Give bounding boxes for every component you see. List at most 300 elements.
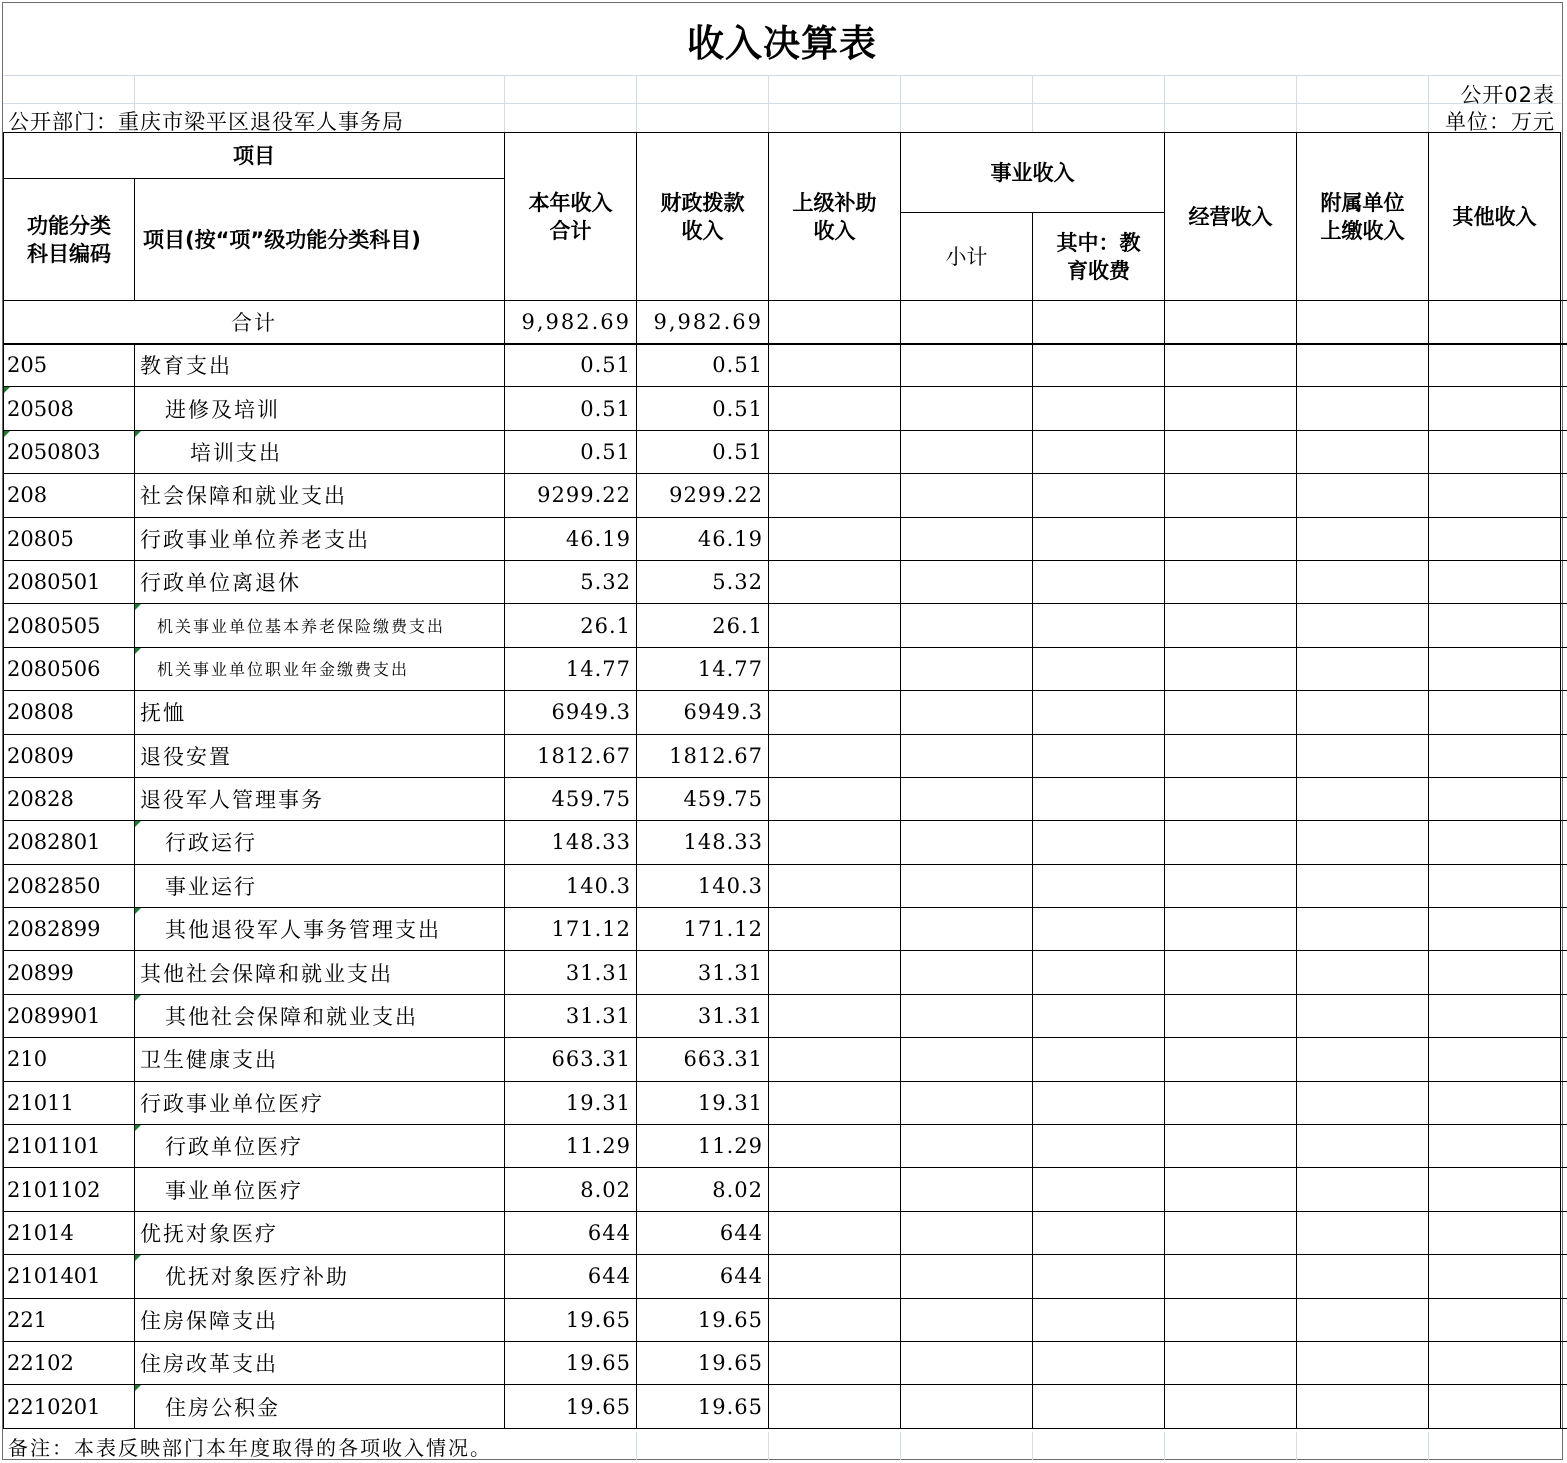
empty-cell: [1561, 1255, 1567, 1298]
empty-cell: [1561, 1038, 1567, 1081]
row-name: 行政单位医疗: [135, 1125, 505, 1168]
empty-cell: [1297, 864, 1429, 907]
empty-cell: [1561, 1385, 1567, 1428]
empty-cell: [1561, 864, 1567, 907]
empty-cell: [1429, 994, 1561, 1037]
empty-cell: [901, 344, 1033, 387]
row-fiscal: 14.77: [637, 647, 769, 690]
empty-cell: [901, 1081, 1033, 1124]
empty-cell: [901, 301, 1033, 344]
header-other: 其他收入: [1429, 133, 1561, 301]
empty-cell: [1033, 951, 1165, 994]
empty-cell: [1561, 777, 1567, 820]
row-name: 教育支出: [135, 344, 505, 387]
empty-cell: [769, 908, 901, 951]
empty-cell: [1165, 821, 1297, 864]
cell-indicator-icon: [135, 821, 141, 827]
row-total-income: 171.12: [505, 908, 637, 951]
empty-cell: [1165, 908, 1297, 951]
empty-cell: [1033, 560, 1165, 603]
table-row: [4, 734, 1567, 777]
empty-cell: [769, 604, 901, 647]
empty-cell: [1033, 647, 1165, 690]
row-total-income: 663.31: [505, 1038, 637, 1081]
row-fiscal: 644: [637, 1211, 769, 1254]
gridline: [636, 76, 637, 132]
empty-cell: [1165, 517, 1297, 560]
empty-cell: [901, 1211, 1033, 1254]
empty-cell: [769, 777, 901, 820]
row-code: 2080505: [4, 604, 135, 647]
row-name: 社会保障和就业支出: [135, 474, 505, 517]
row-code: 2082801: [4, 821, 135, 864]
empty-cell: [1165, 604, 1297, 647]
empty-cell: [1429, 691, 1561, 734]
row-fiscal: 31.31: [637, 951, 769, 994]
page-title: 收入决算表: [687, 21, 877, 65]
empty-cell: [1429, 387, 1561, 430]
row-fiscal: 663.31: [637, 1038, 769, 1081]
empty-cell: [769, 1038, 901, 1081]
empty-cell: [1297, 734, 1429, 777]
empty-cell: [1561, 1298, 1567, 1341]
empty-cell: [1561, 474, 1567, 517]
header-project-name: 项目(按“项”级功能分类科目): [135, 179, 505, 301]
empty-cell: [901, 560, 1033, 603]
empty-cell: [1033, 908, 1165, 951]
row-name: 退役军人管理事务: [135, 777, 505, 820]
row-code: 210: [4, 1038, 135, 1081]
empty-cell: [1297, 344, 1429, 387]
row-code: 2080501: [4, 560, 135, 603]
row-name: 卫生健康支出: [135, 1038, 505, 1081]
empty-cell: [1165, 430, 1297, 473]
row-total-income: 0.51: [505, 430, 637, 473]
row-total-income: 31.31: [505, 951, 637, 994]
row-fiscal: 19.31: [637, 1081, 769, 1124]
row-name: 行政运行: [135, 821, 505, 864]
empty-cell: [1561, 734, 1567, 777]
table-row: [4, 430, 1567, 473]
row-code: 208: [4, 474, 135, 517]
table-row: [4, 1385, 1567, 1428]
empty-cell: [769, 951, 901, 994]
empty-cell: [1561, 1341, 1567, 1384]
empty-cell: [1561, 430, 1567, 473]
empty-cell: [1297, 994, 1429, 1037]
empty-cell: [1165, 1038, 1297, 1081]
footnote: 备注：本表反映部门本年度取得的各项收入情况。: [8, 1436, 492, 1460]
empty-cell: [1429, 301, 1561, 344]
row-total-income: 148.33: [505, 821, 637, 864]
gridline: [900, 76, 901, 132]
empty-cell: [1165, 864, 1297, 907]
empty-cell: [1429, 517, 1561, 560]
total-label: 合计: [4, 301, 505, 344]
cell-indicator-icon: [135, 1255, 141, 1261]
empty-cell: [769, 864, 901, 907]
empty-cell: [901, 1298, 1033, 1341]
row-fiscal: 6949.3: [637, 691, 769, 734]
row-code: 20808: [4, 691, 135, 734]
row-total-income: 46.19: [505, 517, 637, 560]
row-code: 205: [4, 344, 135, 387]
empty-cell: [1165, 691, 1297, 734]
row-fiscal: 148.33: [637, 821, 769, 864]
empty-cell: [1429, 734, 1561, 777]
empty-cell: [1561, 647, 1567, 690]
empty-cell: [769, 1125, 901, 1168]
row-name: 行政事业单位医疗: [135, 1081, 505, 1124]
empty-cell: [1165, 1385, 1297, 1428]
empty-cell: [1429, 560, 1561, 603]
empty-cell: [769, 1211, 901, 1254]
empty-cell: [1165, 1125, 1297, 1168]
row-total-income: 459.75: [505, 777, 637, 820]
empty-cell: [1033, 604, 1165, 647]
empty-cell: [1561, 951, 1567, 994]
empty-cell: [1033, 734, 1165, 777]
gridline: [1164, 1432, 1165, 1460]
empty-cell: [1165, 1211, 1297, 1254]
row-fiscal: 0.51: [637, 344, 769, 387]
row-total-income: 0.51: [505, 344, 637, 387]
empty-cell: [1033, 1341, 1165, 1384]
cell-indicator-icon: [135, 1125, 141, 1131]
header-func-code: 功能分类科目编码: [4, 179, 135, 301]
table-row: [4, 1081, 1567, 1124]
empty-cell: [1297, 691, 1429, 734]
table-row: [4, 821, 1567, 864]
table-row: [4, 344, 1567, 387]
row-code: 20508: [4, 387, 135, 430]
empty-cell: [901, 1341, 1033, 1384]
row-code: 2089901: [4, 994, 135, 1037]
table-row: [4, 517, 1567, 560]
empty-cell: [901, 517, 1033, 560]
empty-cell: [1429, 1038, 1561, 1081]
empty-cell: [1561, 604, 1567, 647]
empty-cell: [1561, 1211, 1567, 1254]
empty-cell: [1033, 1038, 1165, 1081]
empty-cell: [1429, 864, 1561, 907]
empty-cell: [1297, 430, 1429, 473]
empty-cell: [769, 821, 901, 864]
empty-cell: [769, 1341, 901, 1384]
row-fiscal: 171.12: [637, 908, 769, 951]
empty-cell: [901, 777, 1033, 820]
empty-cell: [1429, 647, 1561, 690]
empty-cell: [1561, 821, 1567, 864]
table-row: [4, 604, 1567, 647]
empty-cell: [769, 301, 901, 344]
department-label: 公开部门：重庆市梁平区退役军人事务局: [8, 110, 404, 134]
empty-cell: [769, 691, 901, 734]
gridline: [1428, 76, 1429, 132]
empty-cell: [769, 734, 901, 777]
empty-cell: [1561, 1168, 1567, 1211]
table-row: [4, 1125, 1567, 1168]
row-total-income: 11.29: [505, 1125, 637, 1168]
empty-cell: [1033, 821, 1165, 864]
empty-cell: [1297, 951, 1429, 994]
row-fiscal: 19.65: [637, 1298, 769, 1341]
row-total-income: 1812.67: [505, 734, 637, 777]
empty-cell: [1165, 734, 1297, 777]
row-code: 20899: [4, 951, 135, 994]
empty-cell: [1165, 560, 1297, 603]
row-code: 2210201: [4, 1385, 135, 1428]
empty-cell: [901, 1255, 1033, 1298]
row-total-income: 9299.22: [505, 474, 637, 517]
row-total-income: 26.1: [505, 604, 637, 647]
row-code: 2101401: [4, 1255, 135, 1298]
row-name: 事业运行: [135, 864, 505, 907]
empty-cell: [769, 517, 901, 560]
empty-cell: [901, 430, 1033, 473]
empty-cell: [1165, 1341, 1297, 1384]
empty-cell: [1429, 821, 1561, 864]
row-code: 221: [4, 1298, 135, 1341]
row-total-income: 644: [505, 1255, 637, 1298]
row-name: 行政单位离退休: [135, 560, 505, 603]
row-total-income: 19.65: [505, 1385, 637, 1428]
gridline: [636, 1432, 637, 1460]
table-row: [4, 387, 1567, 430]
empty-cell: [1033, 1211, 1165, 1254]
table-row: [4, 1168, 1567, 1211]
header-operating: 经营收入: [1165, 133, 1297, 301]
gridline: [1428, 1432, 1429, 1460]
row-fiscal: 19.65: [637, 1385, 769, 1428]
empty-cell: [1297, 1341, 1429, 1384]
empty-cell: [1429, 777, 1561, 820]
cell-indicator-icon: [4, 387, 10, 393]
table-row: [4, 908, 1567, 951]
row-code: 21014: [4, 1211, 135, 1254]
empty-cell: [1033, 1081, 1165, 1124]
empty-cell: [1165, 994, 1297, 1037]
empty-cell: [769, 387, 901, 430]
row-total-income: 140.3: [505, 864, 637, 907]
header-edu-fee: 其中：教育收费: [1033, 213, 1165, 301]
cell-indicator-icon: [135, 604, 141, 610]
row-name: 优抚对象医疗: [135, 1211, 505, 1254]
row-total-income: 8.02: [505, 1168, 637, 1211]
empty-cell: [1297, 387, 1429, 430]
empty-cell: [1429, 344, 1561, 387]
total-income-value: 9,982.69: [505, 301, 637, 344]
empty-cell: [1429, 1298, 1561, 1341]
table-row: [4, 1341, 1567, 1384]
empty-cell: [901, 647, 1033, 690]
empty-cell: [1165, 344, 1297, 387]
empty-cell: [1429, 474, 1561, 517]
table-row: [4, 560, 1567, 603]
empty-cell: [1429, 430, 1561, 473]
gridline: [1296, 76, 1297, 132]
gridline: [1164, 76, 1165, 132]
row-fiscal: 46.19: [637, 517, 769, 560]
empty-cell: [1561, 908, 1567, 951]
row-fiscal: 31.31: [637, 994, 769, 1037]
row-name: 优抚对象医疗补助: [135, 1255, 505, 1298]
header-project: 项目: [4, 133, 505, 179]
empty-cell: [1033, 517, 1165, 560]
row-fiscal: 1812.67: [637, 734, 769, 777]
row-code: 2082850: [4, 864, 135, 907]
header-total-income: 本年收入合计: [505, 133, 637, 301]
table-row: [4, 951, 1567, 994]
empty-cell: [1429, 908, 1561, 951]
empty-cell: [769, 474, 901, 517]
gridline: [1296, 1432, 1297, 1460]
row-fiscal: 9299.22: [637, 474, 769, 517]
table-row: [4, 1038, 1567, 1081]
empty-cell: [901, 994, 1033, 1037]
empty-cell: [1561, 560, 1567, 603]
row-total-income: 6949.3: [505, 691, 637, 734]
empty-cell: [769, 1298, 901, 1341]
table-row: [4, 1255, 1567, 1298]
empty-cell: [901, 691, 1033, 734]
row-fiscal: 8.02: [637, 1168, 769, 1211]
empty-cell: [769, 1168, 901, 1211]
empty-cell: [901, 387, 1033, 430]
row-total-income: 0.51: [505, 387, 637, 430]
empty-cell: [1165, 777, 1297, 820]
empty-cell: [901, 1038, 1033, 1081]
empty-cell: [1033, 1298, 1165, 1341]
empty-cell: [1033, 387, 1165, 430]
gridline: [1032, 76, 1033, 132]
empty-cell: [1033, 1255, 1165, 1298]
empty-cell: [1033, 301, 1165, 344]
empty-cell: [769, 560, 901, 603]
cell-indicator-icon: [135, 431, 141, 437]
empty-cell: [1297, 1255, 1429, 1298]
empty-cell: [901, 1385, 1033, 1428]
empty-cell: [769, 1255, 901, 1298]
empty-cell: [1561, 994, 1567, 1037]
row-name: 其他退役军人事务管理支出: [135, 908, 505, 951]
empty-cell: [1297, 1038, 1429, 1081]
gridline: [3, 103, 1561, 104]
header-superior: 上级补助收入: [769, 133, 901, 301]
empty-cell: [901, 604, 1033, 647]
empty-cell: [1165, 1081, 1297, 1124]
income-table: [3, 132, 1567, 1429]
empty-cell: [1297, 301, 1429, 344]
row-fiscal: 5.32: [637, 560, 769, 603]
row-code: 20809: [4, 734, 135, 777]
empty-cell: [1429, 1081, 1561, 1124]
empty-cell: [1297, 1298, 1429, 1341]
empty-cell: [901, 864, 1033, 907]
row-code: 2101101: [4, 1125, 135, 1168]
row-total-income: 19.31: [505, 1081, 637, 1124]
row-total-income: 5.32: [505, 560, 637, 603]
empty-cell: [769, 344, 901, 387]
empty-cell: [1165, 474, 1297, 517]
row-total-income: 644: [505, 1211, 637, 1254]
empty-cell: [901, 1125, 1033, 1168]
empty-cell: [1297, 821, 1429, 864]
empty-cell: [901, 821, 1033, 864]
empty-cell: [769, 994, 901, 1037]
empty-cell: [769, 647, 901, 690]
table-row: [4, 777, 1567, 820]
empty-cell: [1033, 994, 1165, 1037]
empty-cell: [1165, 647, 1297, 690]
row-name: 其他社会保障和就业支出: [135, 951, 505, 994]
empty-cell: [1297, 1385, 1429, 1428]
empty-cell: [1165, 387, 1297, 430]
table-row: [4, 994, 1567, 1037]
row-name: 机关事业单位职业年金缴费支出: [135, 647, 505, 690]
table-row: [4, 691, 1567, 734]
empty-cell: [1429, 1125, 1561, 1168]
row-code: 20828: [4, 777, 135, 820]
empty-cell: [1561, 301, 1567, 344]
row-fiscal: 26.1: [637, 604, 769, 647]
row-total-income: 14.77: [505, 647, 637, 690]
cell-indicator-icon: [4, 431, 10, 437]
empty-cell: [1561, 1125, 1567, 1168]
empty-cell: [1429, 1341, 1561, 1384]
empty-cell: [1297, 1168, 1429, 1211]
row-fiscal: 11.29: [637, 1125, 769, 1168]
empty-cell: [1429, 1168, 1561, 1211]
empty-cell: [1033, 777, 1165, 820]
empty-cell: [1297, 1211, 1429, 1254]
empty-cell: [901, 951, 1033, 994]
row-name: 抚恤: [135, 691, 505, 734]
empty-cell: [1297, 777, 1429, 820]
row-code: 2050803: [4, 430, 135, 473]
empty-cell: [1033, 344, 1165, 387]
row-code: 2101102: [4, 1168, 135, 1211]
empty-cell: [1033, 1168, 1165, 1211]
row-name: 住房改革支出: [135, 1341, 505, 1384]
empty-cell: [1429, 604, 1561, 647]
header-fiscal: 财政拨款收入: [637, 133, 769, 301]
row-total-income: 19.65: [505, 1298, 637, 1341]
row-code: 20805: [4, 517, 135, 560]
empty-cell: [1165, 1168, 1297, 1211]
empty-cell: [1561, 1081, 1567, 1124]
row-fiscal: 140.3: [637, 864, 769, 907]
empty-cell: [1429, 1255, 1561, 1298]
empty-cell: [1561, 517, 1567, 560]
total-fiscal-value: 9,982.69: [637, 301, 769, 344]
empty-cell: [1561, 344, 1567, 387]
empty-cell: [1297, 1125, 1429, 1168]
gridline: [504, 76, 505, 132]
total-row: [4, 301, 1567, 344]
empty-cell: [1297, 908, 1429, 951]
table-number: 公开02表: [1460, 83, 1555, 107]
empty-cell: [1429, 1211, 1561, 1254]
empty-cell: [1033, 1125, 1165, 1168]
empty-cell: [901, 474, 1033, 517]
table-row: [4, 474, 1567, 517]
row-name: 其他社会保障和就业支出: [135, 994, 505, 1037]
row-fiscal: 459.75: [637, 777, 769, 820]
empty-cell: [1297, 604, 1429, 647]
row-code: 21011: [4, 1081, 135, 1124]
empty-cell: [1297, 517, 1429, 560]
